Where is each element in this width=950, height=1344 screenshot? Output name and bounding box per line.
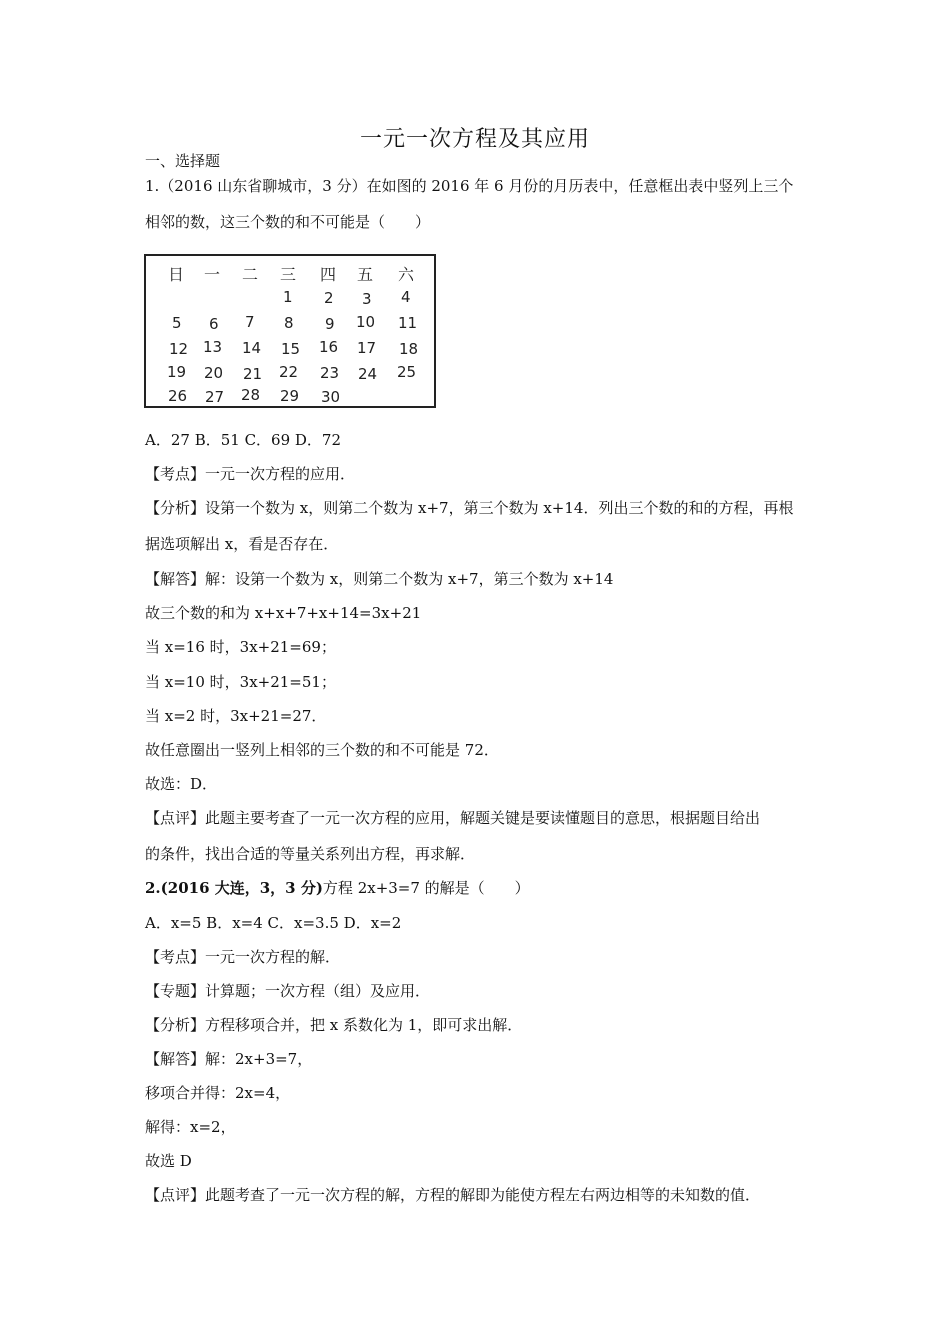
calendar-day: 24	[358, 365, 378, 383]
calendar-day: 23	[320, 364, 340, 382]
calendar-day: 27	[205, 388, 225, 406]
calendar-day: 5	[172, 314, 182, 332]
q1-kaodian: 【考点】一元一次方程的应用．	[145, 465, 356, 483]
calendar-header-0: 日	[168, 265, 185, 284]
q2-step2: 解得：x=2，	[145, 1118, 236, 1136]
q2-step1: 移项合并得：2x=4，	[145, 1084, 291, 1102]
calendar-day: 18	[399, 340, 419, 358]
calendar-day: 16	[319, 338, 339, 356]
calendar-header-6: 六	[398, 265, 415, 284]
calendar-day: 1	[283, 288, 293, 306]
calendar-day: 2	[324, 289, 334, 307]
q2-step3: 故选 D	[145, 1152, 192, 1170]
calendar-day: 10	[356, 313, 376, 331]
q1-dianping-line1: 【点评】此题主要考查了一元一次方程的应用，解题关键是要读懂题目的意思，根据题目给出	[145, 809, 761, 827]
calendar-day: 15	[281, 340, 301, 358]
calendar-figure	[144, 254, 436, 408]
calendar-day: 14	[242, 339, 262, 357]
calendar-header-4: 四	[320, 265, 337, 284]
calendar-day: 22	[279, 363, 299, 381]
calendar-day: 13	[203, 338, 223, 356]
calendar-day: 7	[245, 313, 255, 331]
calendar-day: 9	[325, 315, 335, 333]
calendar-day: 6	[209, 315, 219, 333]
calendar-header-5: 五	[357, 265, 374, 284]
q1-step4: 当 x=2 时，3x+21=27．	[145, 707, 327, 725]
q1-stem-line1: 1.（2016 山东省聊城市，3 分）在如图的 2016 年 6 月份的月历表中，任意框出表中竖列上三个	[145, 177, 794, 195]
q1-fenxi-line1: 【分析】设第一个数为 x，则第二个数为 x+7，第三个数为 x+14．列出三个数的和的方程，再根	[145, 499, 794, 517]
q2-stem-text: 方程 2x+3=7 的解是（ ）	[322, 879, 530, 897]
calendar-day: 28	[241, 386, 261, 404]
q2-dianping: 【点评】此题考查了一元一次方程的解，方程的解即为能使方程左右两边相等的未知数的值．	[145, 1186, 761, 1204]
section-heading: 一、选择题	[145, 152, 221, 170]
q1-options: A．27 B．51 C．69 D．72	[145, 431, 342, 449]
q2-jieda: 【解答】解：2x+3=7，	[145, 1050, 313, 1068]
q2-options: A．x=5 B．x=4 C．x=3.5 D．x=2	[145, 914, 402, 932]
q2-kaodian: 【考点】一元一次方程的解．	[145, 948, 341, 966]
calendar-day: 29	[280, 387, 300, 405]
calendar-day: 11	[398, 314, 418, 332]
q1-step3: 当 x=10 时，3x+21=51；	[145, 673, 336, 691]
calendar-header-2: 二	[242, 265, 259, 284]
q1-stem-line2: 相邻的数，这三个数的和不可能是（ ）	[145, 213, 431, 231]
calendar-day: 20	[204, 364, 224, 382]
q2-stem	[145, 878, 815, 898]
calendar-day: 4	[401, 288, 411, 306]
calendar-day: 30	[321, 388, 341, 406]
calendar-day: 17	[357, 339, 377, 357]
calendar-day: 12	[169, 340, 189, 358]
q2-stem-source: 2.(2016 大连，3，3 分)	[145, 879, 323, 897]
calendar-day: 25	[397, 363, 417, 381]
q1-jieda: 【解答】解：设第一个数为 x，则第二个数为 x+7，第三个数为 x+14	[145, 570, 614, 588]
q1-step5: 故任意圈出一竖列上相邻的三个数的和不可能是 72．	[145, 741, 499, 759]
q2-zhuanti: 【专题】计算题；一次方程（组）及应用．	[145, 982, 431, 1000]
calendar-header-3: 三	[280, 265, 297, 284]
calendar-day: 21	[243, 365, 263, 383]
calendar-day: 19	[167, 363, 187, 381]
calendar-day: 26	[168, 387, 188, 405]
q1-fenxi-line2: 据选项解出 x，看是否存在．	[145, 535, 339, 553]
calendar-day: 8	[284, 314, 294, 332]
calendar-day: 3	[362, 290, 372, 308]
q1-step1: 故三个数的和为 x+x+7+x+14=3x+21	[145, 604, 422, 622]
calendar-header-1: 一	[204, 265, 221, 284]
q1-dianping-line2: 的条件，找出合适的等量关系列出方程，再求解．	[145, 845, 476, 863]
q1-step6: 故选：D．	[145, 775, 218, 793]
document-title: 一元一次方程及其应用	[359, 127, 590, 152]
q1-step2: 当 x=16 时，3x+21=69；	[145, 638, 336, 656]
q2-fenxi: 【分析】方程移项合并，把 x 系数化为 1，即可求出解．	[145, 1016, 523, 1034]
